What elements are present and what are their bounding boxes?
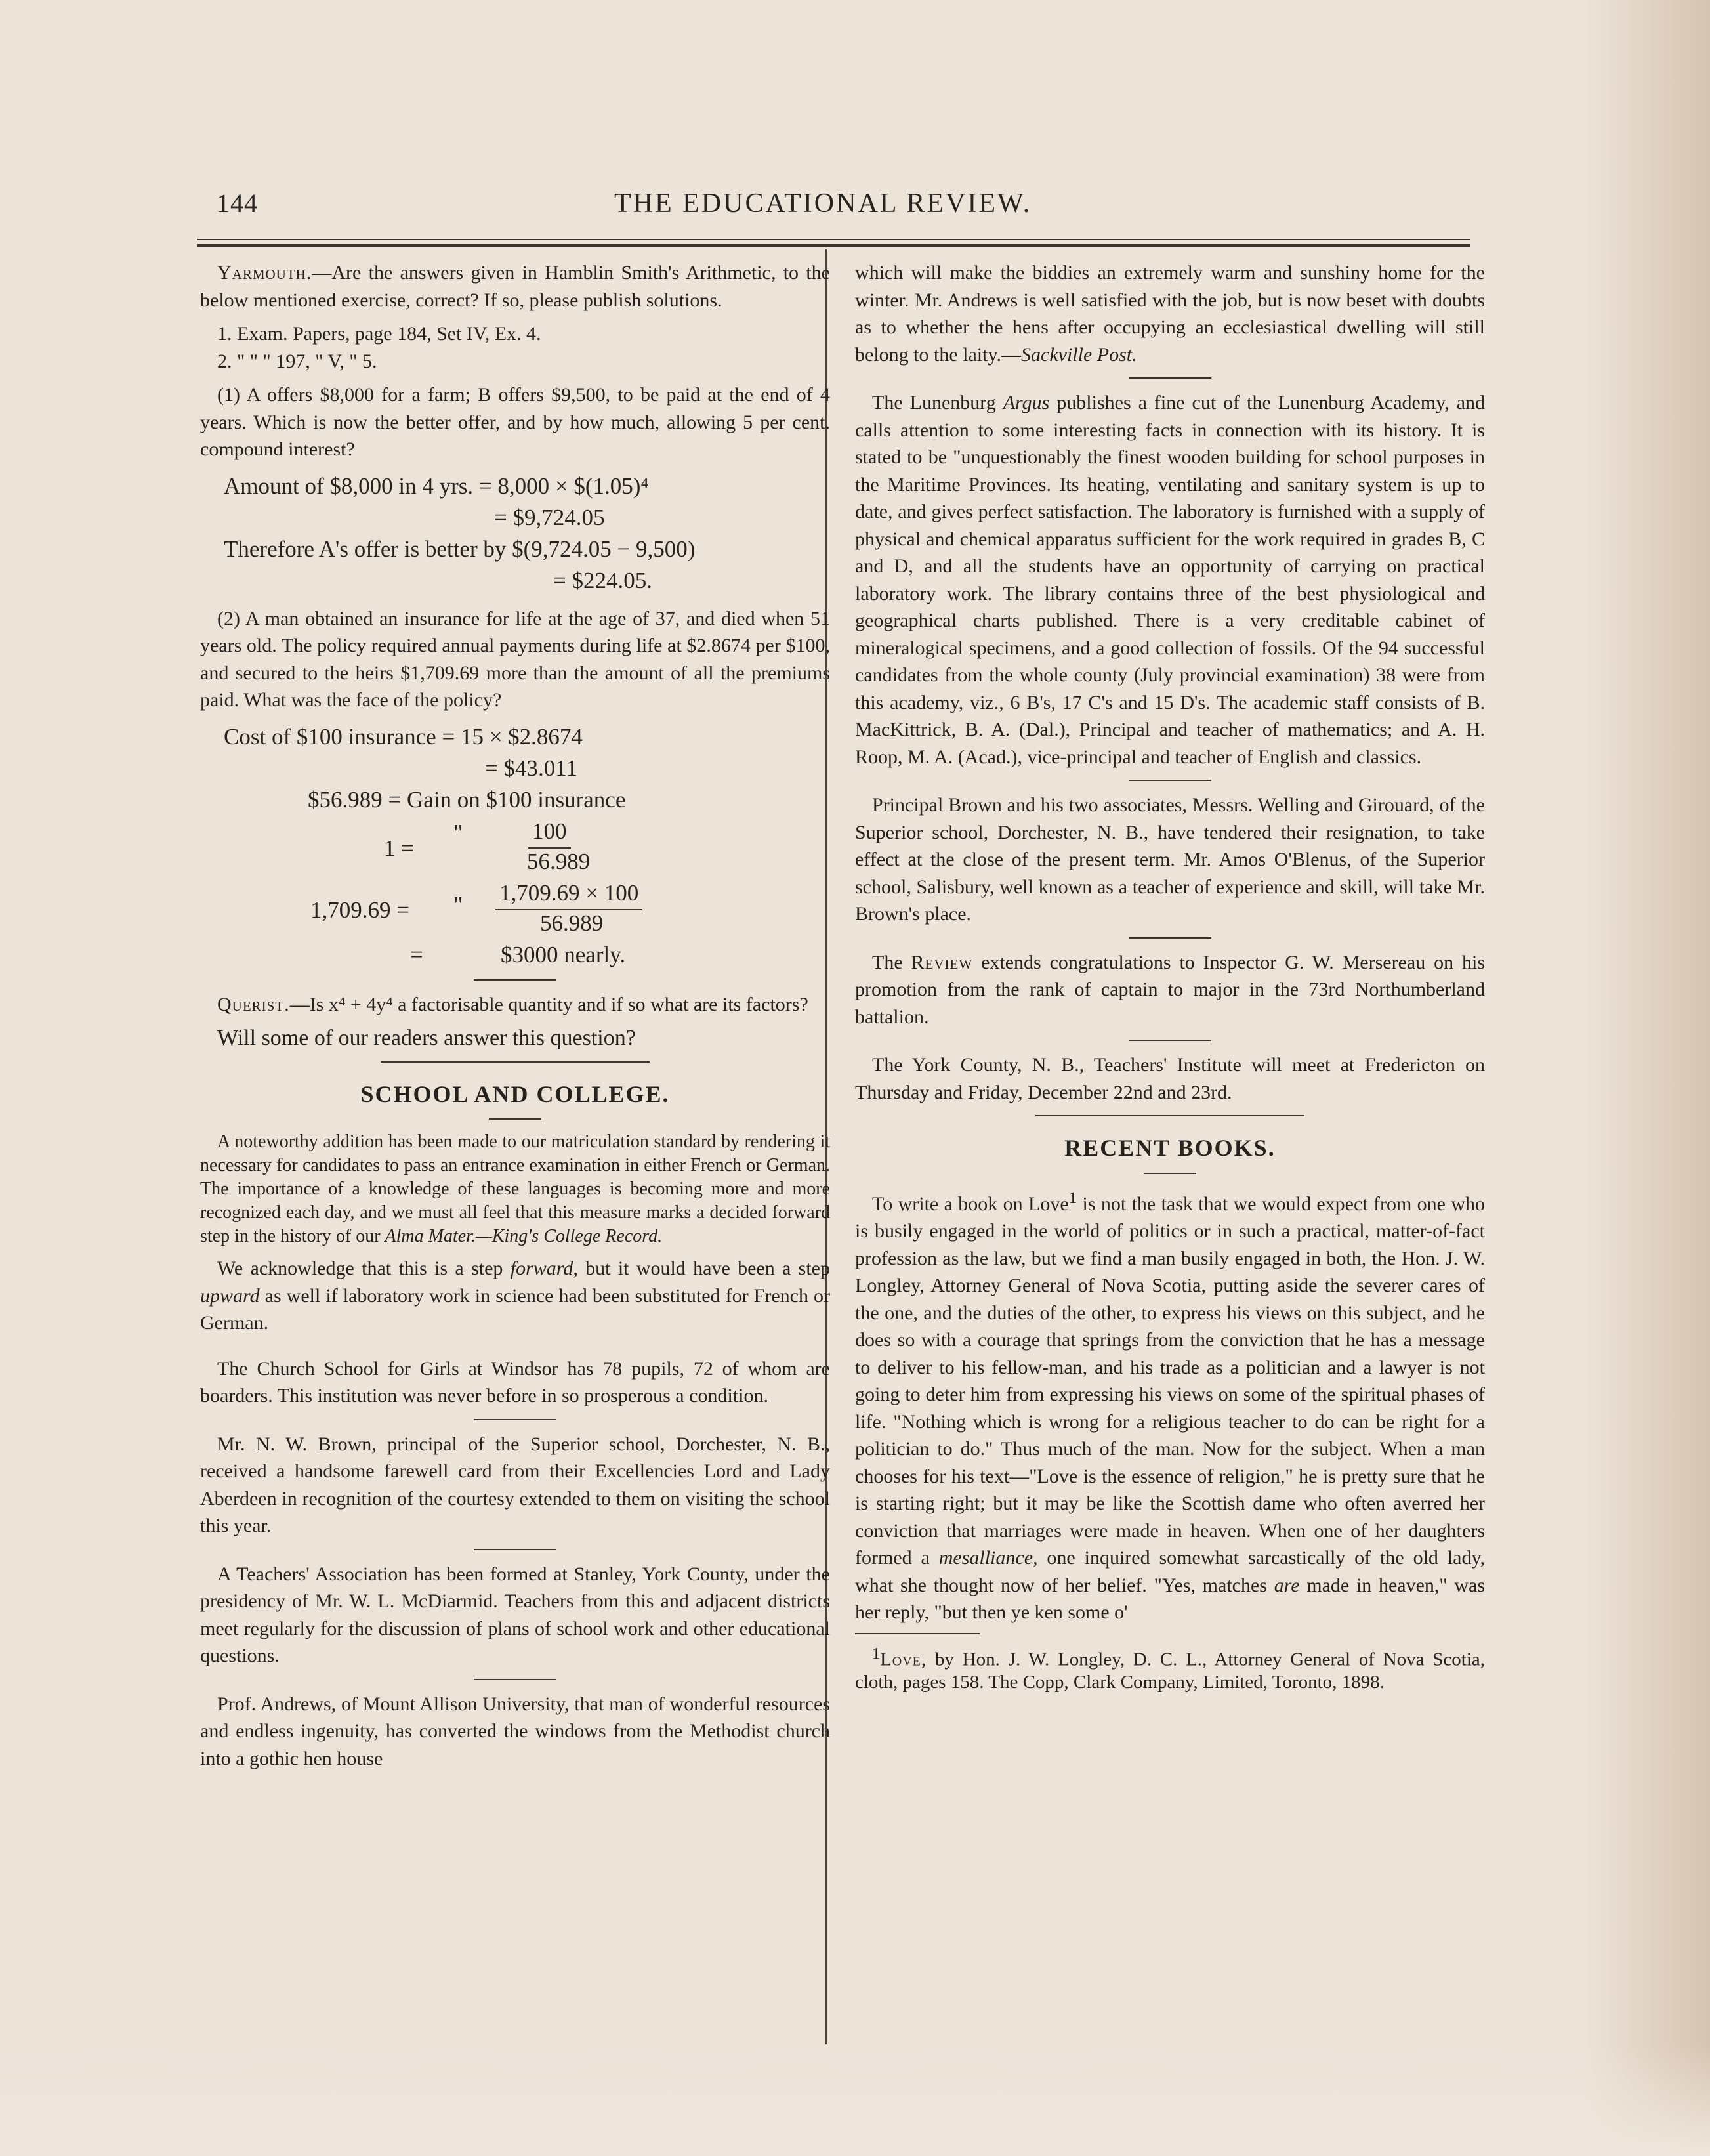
church-school-paragraph: The Church School for Girls at Windsor has 78 pupils, 72 of whom are boarders. This institution was never before in so prosperous a condition.: [200, 1357, 830, 1406]
p2-eq5-denominator: 56.989: [540, 910, 604, 936]
andrews-paragraph: Prof. Andrews, of Mount Allison University, that man of wonderful resources and endless ingenuity, has converted the windows from the Methodist church into a gothic hen house: [200, 1693, 830, 1769]
brown-farewell-paragraph: Mr. N. W. Brown, principal of the Superior school, Dorchester, N. B., received a handsome farewell card from their Excellencies Lord and Lady Aberdeen in recognition of the courtesy extended to them on visiting the school this year.: [200, 1433, 830, 1536]
comment-text-c: as well if laboratory work in science had been substituted for French or German.: [200, 1284, 830, 1334]
exam-reference-1: 1. Exam. Papers, page 184, Set IV, Ex. 4.: [217, 323, 541, 345]
section-title-recent-books: RECENT BOOKS.: [1064, 1135, 1276, 1161]
matriculation-source: Alma Mater.—King's College Record.: [385, 1226, 663, 1246]
footnote-number: 1: [872, 1644, 881, 1662]
page-edge-shadow: [1585, 0, 1710, 2156]
lunenburg-argus: Argus: [1003, 392, 1050, 413]
querist-query: [200, 991, 830, 1019]
querist-text: —Is x⁴ + 4y⁴ a factorisable quantity and if so what are its factors?: [289, 993, 808, 1015]
love-text-c: one inquired somewhat sarcastically of the old lady, what she thought now of her belief. "Yes, matches: [855, 1547, 1486, 1596]
separator-rule: [474, 1419, 556, 1420]
review-name: Review: [911, 951, 973, 973]
p2-eq4-left: 1 =: [384, 835, 414, 861]
footnote-text: by Hon. J. W. Longley, D. C. L., Attorney General of Nova Scotia, cloth, pages 158. The Copp, Clark Company, Limited, Toronto, 1898.: [855, 1649, 1486, 1693]
page-number: 144: [217, 188, 258, 218]
principal-brown-paragraph: Principal Brown and his two associates, Messrs. Welling and Girouard, of the Superior school, Dorchester, N. B., have tendered their resignation, to take effect at the close of the present term. Mr. Amos O'Blenus, of the Superior school, Salisbury, well known as a teacher of experience and skill, will take Mr. Brown's place.: [855, 794, 1485, 925]
footnote-title: Love,: [880, 1649, 927, 1670]
p2-equation-1: Cost of $100 insurance = 15 × $2.8674: [224, 723, 583, 750]
separator-rule: [1035, 1115, 1304, 1116]
footnote: [855, 1642, 1485, 1695]
right-column: [855, 259, 1485, 1701]
running-head: THE EDUCATIONAL REVIEW.: [614, 188, 1032, 219]
page-header: [0, 188, 1710, 227]
page-bottom-fade: [0, 2044, 1710, 2156]
header-rule-bottom: [197, 244, 1470, 247]
querist-label: Querist.: [217, 993, 290, 1015]
p2-equation-3: $56.989 = Gain on $100 insurance: [308, 786, 626, 813]
review-congratulations-paragraph: [855, 949, 1485, 1031]
sackville-source: Sackville Post.: [1021, 343, 1137, 366]
section-title-school-and-college: SCHOOL AND COLLEGE.: [360, 1080, 670, 1107]
separator-rule: [474, 979, 556, 981]
p2-eq4-ditto: ": [453, 819, 463, 845]
left-column: [200, 259, 830, 1779]
york-institute-paragraph: The York County, N. B., Teachers' Institute will meet at Fredericton on Thursday and Friday, December 22nd and 23rd.: [855, 1054, 1485, 1103]
yarmouth-label: Yarmouth.: [217, 262, 312, 284]
separator-rule: [489, 1118, 541, 1120]
separator-rule: [1129, 377, 1211, 379]
problem-1: (1) A offers $8,000 for a farm; B offers $9,500, to be paid at the end of 4 years. Which is now the better offer, and by how much, allowing 5 per cent. compound interest?: [200, 384, 830, 460]
love-emphasis-are: are: [1274, 1574, 1300, 1596]
p1-equation-1: Amount of $8,000 in 4 yrs. = 8,000 × $(1.05)⁴: [224, 473, 649, 499]
separator-rule: [1129, 780, 1211, 781]
p2-equation-2: = $43.011: [485, 755, 577, 781]
comment-emphasis-upward: upward: [200, 1284, 260, 1307]
yarmouth-text: —Are the answers given in Hamblin Smith's Arithmetic, to the below mentioned exercise, correct? If so, please publish solutions.: [200, 262, 830, 311]
footnote-rule: [855, 1633, 980, 1634]
querist-request: Will some of our readers answer this question?: [217, 1026, 636, 1050]
problem-2: (2) A man obtained an insurance for life at the age of 37, and died when 51 years old. The policy required annual payments during life at $2.8674 per $100, and secured to the heirs $1,709.69 more than the amount of all the premiums paid. What was the face of the policy?: [200, 607, 830, 711]
lunenburg-paragraph: [855, 389, 1485, 771]
matriculation-paragraph: [200, 1130, 830, 1248]
problem-2-solution: [200, 721, 830, 970]
p1-equation-1-result: = $9,724.05: [494, 504, 605, 530]
p2-eq5-numerator: 1,709.69 × 100: [495, 877, 642, 910]
p1-equation-2: Therefore A's offer is better by $(9,724.05 − 9,500): [224, 536, 696, 562]
separator-rule: [1129, 1040, 1211, 1041]
p2-eq4-denominator: 56.989: [527, 848, 591, 874]
love-text-b: is not the task that we would expect from one who is busily engaged in the world of politics or in such a practical, matter-of-fact profession as the law, but we find a man busily engaged in both, the Hon. J. W. Longley, Attorney General of Nova Scotia, putting aside the severer cares of the one, and the duties of the other, to express his views on this subject, and he does so with a courage that springs from the conviction that he has a message to deliver to his fellow-man, and his trade as a politician and a lawyer is not going to deter him from expressing his views on some of the spiritual phases of life. "Nothing which is wrong for a religious teacher to do can be right for a politician to do." Thus much of the man. Now for the subject. When a man chooses for his text—"Love is the essence of religion," he is pretty sure that he is starting right; but it may be like the Scottish dame who often averred her conviction that marriages were made in heaven. When one of her daughters formed a: [855, 1193, 1486, 1569]
love-text-d: made in heaven," was her reply, "but then ye ken some o': [855, 1574, 1486, 1623]
p2-eq6-result: $3000 nearly.: [501, 941, 626, 967]
separator-rule: [1144, 1173, 1196, 1174]
p2-eq6-equals: =: [410, 941, 423, 967]
separator-rule: [474, 1549, 556, 1550]
review-text-b: extends congratulations to Inspector G. W. Mersereau on his promotion from the rank of captain to major in the 73rd Northumberland battalion.: [855, 951, 1485, 1028]
love-text-a: To write a book on Love: [872, 1193, 1069, 1215]
comment-emphasis-forward: forward,: [510, 1258, 578, 1279]
separator-rule: [474, 1679, 556, 1680]
p2-eq5-ditto: ": [453, 891, 463, 918]
separator-rule: [1129, 937, 1211, 939]
p2-eq4-numerator: 100: [528, 815, 571, 849]
problem-1-solution: [200, 470, 830, 596]
lunenburg-text-b: publishes a fine cut of the Lunenburg Academy, and calls attention to some interesting facts in connection with its history. It is stated to be "unquestionably the finest wooden building for school purposes in the Maritime Provinces. Its heating, ventilating and sanitary system is up to date, and gives perfect satisfaction. The laboratory is furnished with a supply of physical and chemical apparatus sufficient for the work required in grades B, C and D, and all the students have an opportunity of carrying on practical laboratory work. The library contains three of the best physiological and geographical charts published. There is a very creditable cabinet of mineralogical specimens, and a good collection of fossils. Of the 94 successful candidates from the whole county (July provincial examination) 38 were from this academy, viz., 6 B's, 17 C's and 15 D's. The academic staff consists of B. MacKittrick, B. A. (Dal.), Principal and teacher of mathematics; and A. H. Roop, M. A. (Acad.), vice-principal and teacher of English and classics.: [855, 392, 1486, 768]
footnote-marker: 1: [1068, 1189, 1077, 1207]
header-rule-top: [197, 239, 1470, 240]
love-review-paragraph: [855, 1185, 1485, 1626]
p2-eq5-left: 1,709.69 =: [310, 897, 409, 923]
comment-text-a: We acknowledge that this is a step: [217, 1258, 503, 1279]
love-emphasis-mesalliance: mesalliance,: [938, 1547, 1038, 1569]
review-text-a: The: [872, 951, 903, 973]
comment-text-b: but it would have been a step: [585, 1258, 830, 1279]
editorial-comment: [200, 1255, 830, 1337]
exam-reference-2: 2. " " " 197, " V, " 5.: [217, 350, 377, 372]
p1-equation-2-result: = $224.05.: [553, 567, 652, 593]
yarmouth-query: [200, 259, 830, 314]
andrews-continued-text: which will make the biddies an extremely warm and sunshiny home for the winter. Mr. Andrews is well satisfied with the job, but is now beset with doubts as to whether the hens after occupying an ecclesiastical dwelling will still belong to the laity.—: [855, 262, 1485, 366]
separator-rule: [381, 1061, 650, 1063]
matriculation-text: A noteworthy addition has been made to our matriculation standard by rendering it necessary for candidates to pass an entrance examination in either French or German. The importance of a knowledge of these languages is becoming more and more recognized each day, and we must all feel that this measure marks a decided forward step in the history of our: [200, 1131, 830, 1246]
teachers-association-paragraph: A Teachers' Association has been formed at Stanley, York County, under the presidency of Mr. W. L. McDiarmid. Teachers from this and adjacent districts meet regularly for the discussion of plans of school work and other educational questions.: [200, 1563, 830, 1666]
lunenburg-text-a: The Lunenburg: [872, 392, 996, 413]
andrews-continued: [855, 259, 1485, 368]
